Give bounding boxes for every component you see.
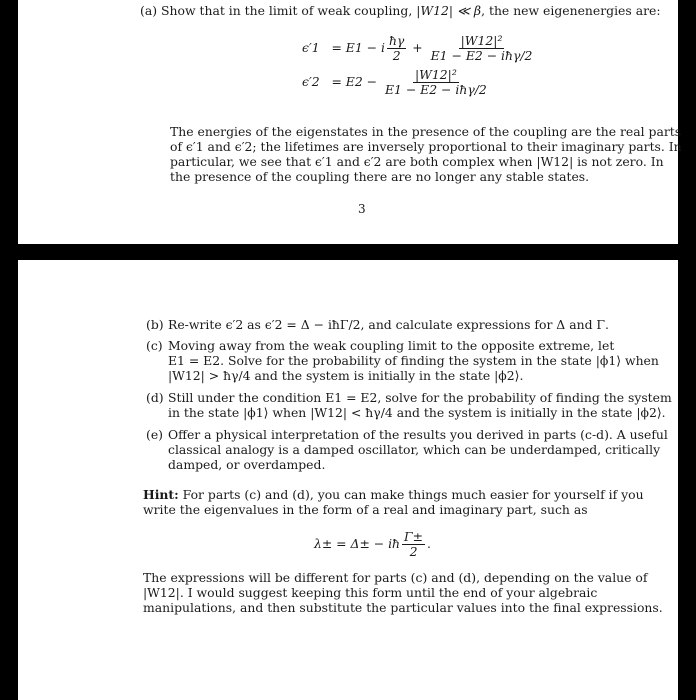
equation-eps1 [302,34,536,63]
closing-line-1: The expressions will be different for parts (c) and (d), depending on the value of [143,570,648,585]
eq1-plus: + [412,40,423,55]
weak-coupling-condition: |W12| ≪ β [416,3,482,18]
equation-eps2 [302,68,491,97]
part-a-text: Show that in the limit of weak coupling, [161,3,417,18]
part-c-label: (c) [146,338,163,353]
hint-eq-fraction: $\frac{\Gamma\pm}{2}$ [404,529,424,559]
closing-line-3: manipulations, and then substitute the particular values into the final expressions. [143,600,663,615]
part-d-line-1: Still under the condition E1 = E2, solve for the probability of finding the system [168,390,672,405]
hint-equation: λ± = Δ± − iħ $\frac{\Gamma\pm}{2}$ . [314,529,431,559]
part-a-label: (a) [140,3,158,18]
eq1-fraction-1: $\frac{ħ\gamma}{2}$ [388,33,405,63]
eq1-fraction-2: $\frac{\text{|W12|²}}{\text{E1 − E2 − iħγ/2}}$ [430,33,533,63]
paragraph-line-2: of ϵ′1 and ϵ′2; the lifetimes are inversely proportional to their imaginary parts. In [170,139,682,154]
eq2-lhs: ϵ′2 [302,74,320,89]
hint-line-2: write the eigenvalues in the form of a real and imaginary part, such as [143,502,588,517]
part-e-label: (e) [146,427,164,442]
part-e-line-2: classical analogy is a damped oscillator, which can be underdamped, critically [168,442,661,457]
part-c-line-2: E1 = E2. Solve for the probability of finding the system in the state |ϕ1⟩ when [168,353,659,368]
closing-line-2: |W12|. I would suggest keeping this form until the end of your algebraic [143,585,598,600]
eq2-fraction: $\frac{\text{|W12|²}}{\text{E1 − E2 − iħγ/2}}$ [385,67,487,97]
hint-line-1 [143,487,644,502]
paragraph-line-3: particular, we see that ϵ′1 and ϵ′2 are both complex when |W12| is not zero. In [170,154,664,169]
eq1-lhs: ϵ′1 [302,40,320,55]
hint-label: Hint: [143,487,179,502]
part-a-statement [140,3,661,18]
document-page-2 [18,260,678,700]
part-b-line-1: Re-write ϵ′2 as ϵ′2 = Δ − iħΓ/2, and calculate expressions for Δ and Γ. [168,317,609,332]
part-d-label: (d) [146,390,164,405]
page-number: 3 [358,202,366,216]
part-e-line-3: damped, or overdamped. [168,457,326,472]
part-b-label: (b) [146,317,164,332]
part-c-line-3: |W12| > ħγ/4 and the system is initially in the state |ϕ2⟩. [168,368,524,383]
document-page-1 [18,0,682,244]
paragraph-line-1: The energies of the eigenstates in the presence of the coupling are the real parts [170,124,682,139]
paragraph-line-4: the presence of the coupling there are no longer any stable states. [170,169,590,184]
part-c-line-1: Moving away from the weak coupling limit to the opposite extreme, let [168,338,615,353]
eq1-rhs: = E1 − i [331,40,385,55]
part-a-text-end: , the new eigenenergies are: [481,3,661,18]
hint-eq-lhs: λ± = Δ± − iħ [314,536,401,551]
part-d-line-2: in the state |ϕ1⟩ when |W12| < ħγ/4 and the system is initially in the state |ϕ2⟩. [168,405,666,420]
hint-text-1: For parts (c) and (d), you can make things much easier for yourself if you [178,487,644,502]
part-e-line-1: Offer a physical interpretation of the results you derived in parts (c-d). A useful [168,427,668,442]
eq2-rhs: = E2 − [331,74,378,89]
